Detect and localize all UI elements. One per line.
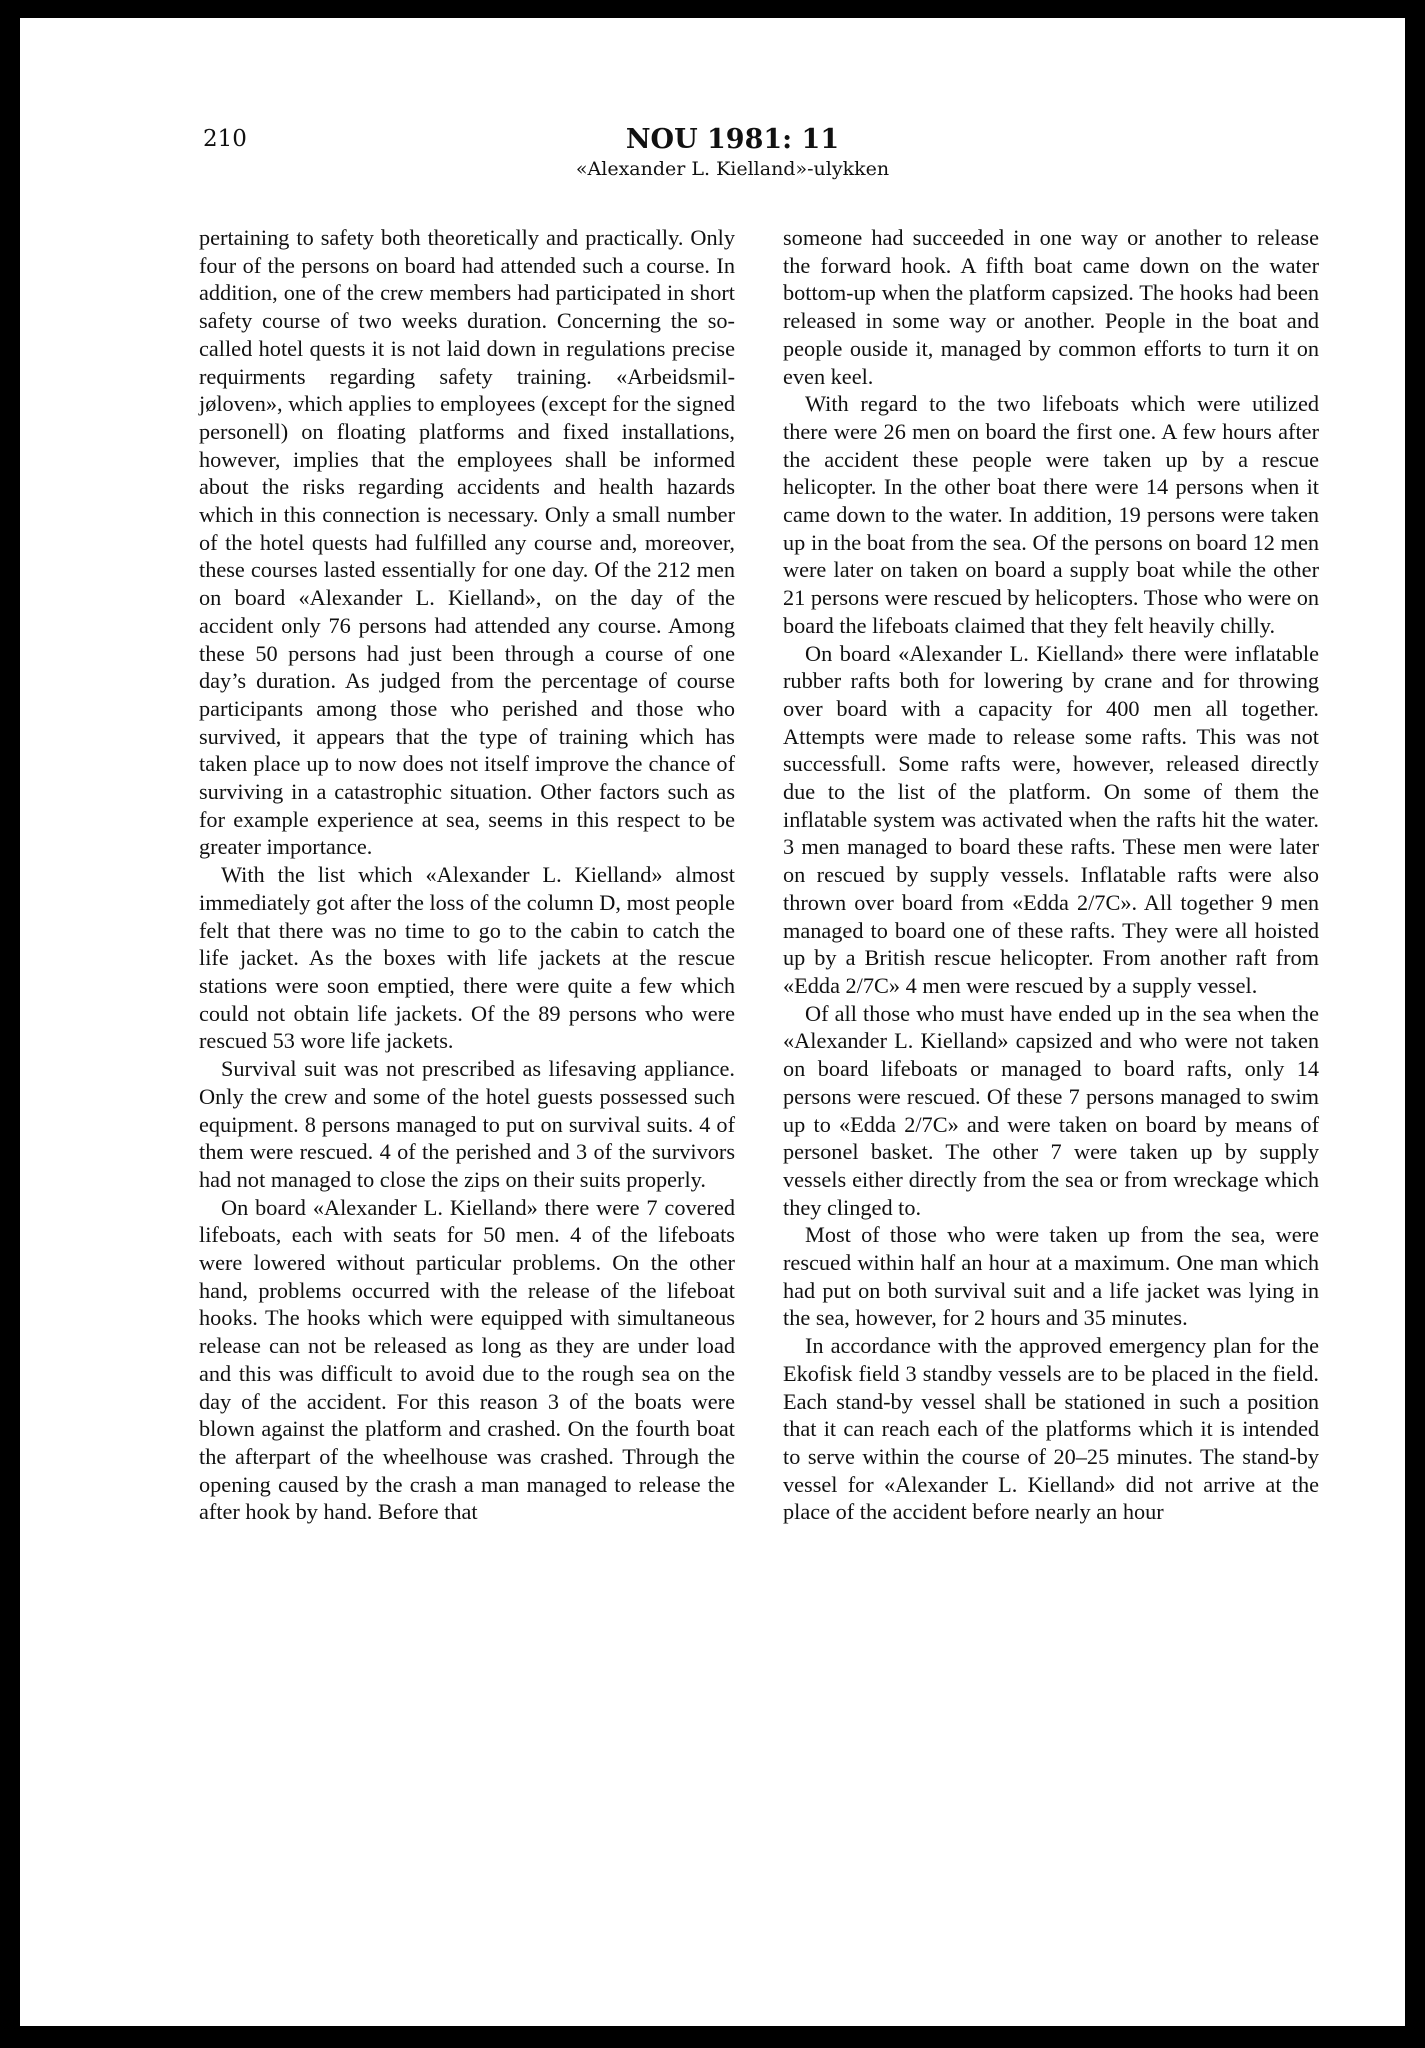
paragraph: someone had succeeded in one way or another to release the forward hook. A fifth boat came down on the water bottom-up when the platform capsized. The hooks had been released in some way or another. People in the boat and people ouside it, managed by common efforts to turn it on even keel.	[783, 225, 1319, 389]
right-text-column	[783, 224, 1319, 1526]
paragraph: On board «Alexander L. Kielland» there were 7 covered lifeboats, each with seats for 50 men. 4 of the lifeboats were lowered without particular problems. On the other hand, problems occurred with the release of the lifeboat hooks. The hooks which were equipped with simultaneous release can not be released as long as they are under load and this was difficult to avoid due to the rough sea on the day of the accident. For this reason 3 of the boats were blown against the platform and crashed. On the fourth boat the afterpart of the wheelhouse was crashed. Through the opening caused by the crash a man managed to release the after hook by hand. Before that	[199, 1194, 735, 1525]
left-text-column	[199, 224, 735, 1526]
paragraph: In accordance with the approved emergency plan for the Ekofisk field 3 standby vessels are to be placed in the field. Each stand-by vessel shall be stationed in such a position that it can reach each of the platforms which it is intended to serve within the course of 20–25 minutes. The stand-by vessel for «Alexander L. Kielland» did not arrive at the place of the accident before nearly an hour	[783, 1333, 1319, 1525]
page-number: 210	[203, 126, 247, 152]
paragraph: pertaining to safety both theoretically and practically. Only four of the persons on board had attended such a course. In addition, one of the crew members had participated in short safety course of two weeks duration. Concerning the so-called hotel quests it is not laid down in regulations precise requirments regarding safety training. «Arbeidsmiljøloven», which applies to employees (except for the signed personell) on floating platforms and fixed installations, however, implies that the employees shall be informed about the risks regarding accidents and health hazards which in this connection is necessary. Only a small number of the hotel quests had fulfilled any course and, moreover, these courses lasted essentially for one day. Of the 212 men on board «Alexander L. Kielland», on the day of the accident only 76 persons had attended any course. Among these 50 persons had just been through a course of one day’s duration. As judged from the percentage of course participants among those who perished and those who survived, it appears that the type of training which has taken place up to now does not itself improve the chance of surviving in a catastrophic situation. Other factors such as for example experience at sea, seems in this respect to be greater importance.	[199, 225, 735, 860]
document-page	[20, 18, 1405, 2026]
paragraph: On board «Alexander L. Kielland» there were inflatable rubber rafts both for lowering by crane and for throwing over board with a capacity for 400 men all together. Attempts were made to release some rafts. This was not successfull. Some rafts were, however, released directly due to the list of the platform. On some of them the inflatable system was activated when the rafts hit the water. 3 men managed to board these rafts. These men were later on rescued by supply vessels. Inflatable rafts were also thrown over board from «Edda 2/7C». All together 9 men managed to board one of these rafts. They were all hoisted up by a British rescue helicopter. From another raft from «Edda 2/7C» 4 men were rescued by a supply vessel.	[783, 640, 1319, 998]
paragraph: Of all those who must have ended up in the sea when the «Alexander L. Kielland» capsized and who were not taken on board lifeboats or managed to board rafts, only 14 persons were rescued. Of these 7 persons managed to swim up to «Edda 2/7C» and were taken on board by means of personel basket. The other 7 were taken up by supply vessels either directly from the sea or from wreckage which they clinged to.	[783, 1000, 1319, 1220]
paragraph: Survival suit was not prescribed as lifesaving appliance. Only the crew and some of the hotel guests possessed such equipment. 8 persons managed to put on survival suits. 4 of them were rescued. 4 of the perished and 3 of the survivors had not managed to close the zips on their suits properly.	[199, 1056, 735, 1192]
report-title: NOU 1981: 11	[625, 124, 840, 155]
report-subtitle: «Alexander L. Kielland»-ulykken	[575, 158, 890, 180]
paragraph: Most of those who were taken up from the sea, were rescued within half an hour at a maximum. One man which had put on both survival suit and a life jacket was lying in the sea, however, for 2 hours and 35 minutes.	[783, 1222, 1319, 1331]
paragraph: With the list which «Alexander L. Kielland» almost immediately got after the loss of the column D, most people felt that there was no time to go to the cabin to catch the life jacket. As the boxes with life jackets at the rescue stations were soon emptied, there were quite a few which could not obtain life jackets. Of the 89 persons who were rescued 53 wore life jackets.	[199, 862, 735, 1054]
paragraph: With regard to the two lifeboats which were utilized there were 26 men on board the first one. A few hours after the accident these people were taken up by a rescue helicopter. In the other boat there were 14 persons when it came down to the water. In addition, 19 persons were taken up in the boat from the sea. Of the persons on board 12 men were later on taken on board a supply boat while the other 21 persons were rescued by helicopters. Those who were on board the lifeboats claimed that they felt heavily chilly.	[783, 391, 1319, 638]
